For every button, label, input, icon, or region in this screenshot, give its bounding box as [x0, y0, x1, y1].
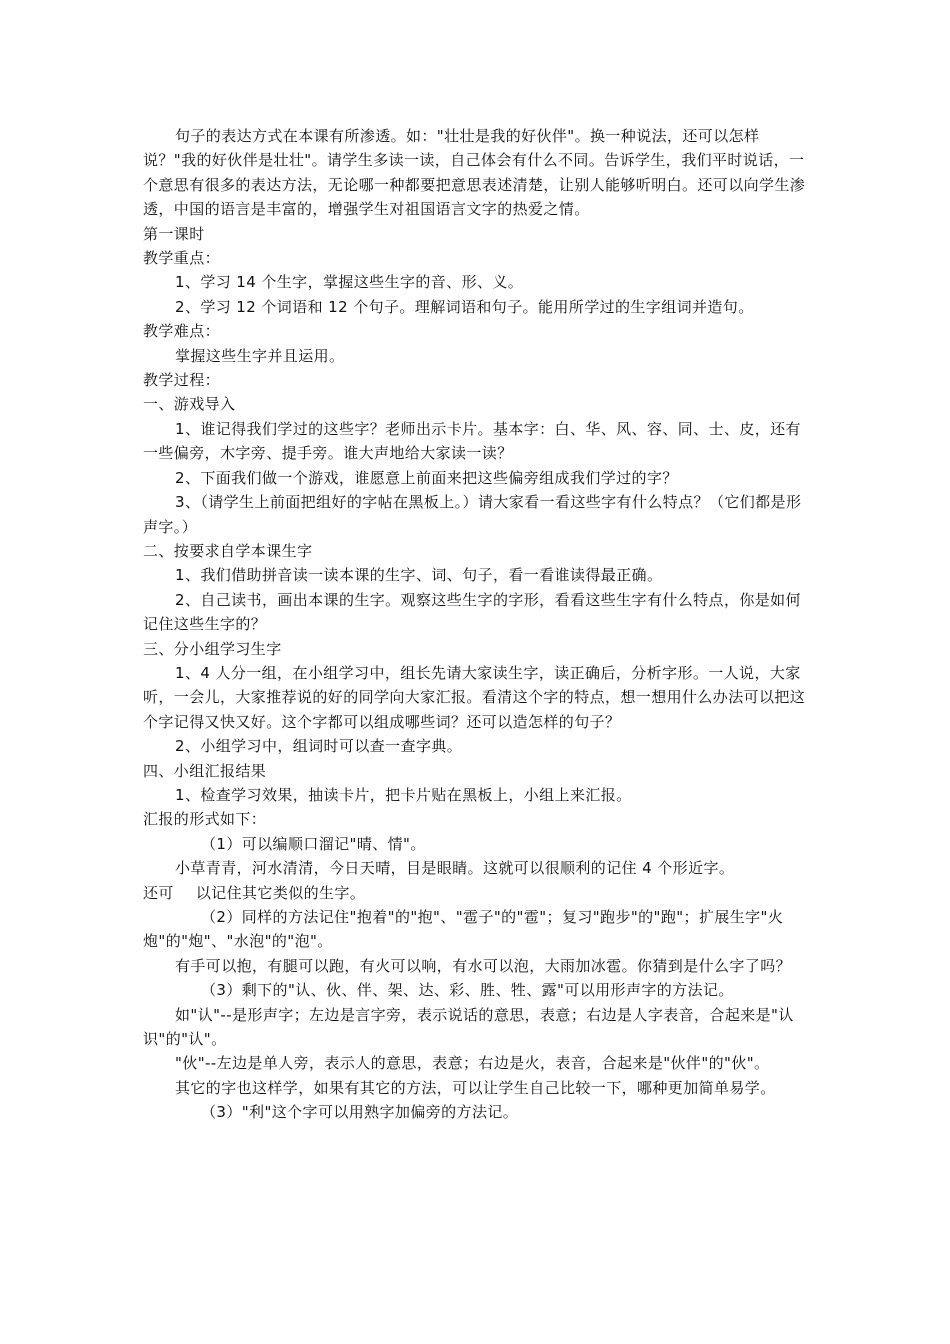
method-body: 有手可以抱，有腿可以跑，有火可以响，有水可以泡，大雨加冰雹。你猜到是什么字了吗？: [175, 956, 792, 975]
document-body: [143, 124, 809, 1125]
section-title: 二、按要求自学本课生字: [143, 541, 313, 560]
section-item: 2、小组学习中，组词时可以查一查字典。: [175, 737, 463, 756]
process-label: 教学过程：: [143, 371, 221, 390]
intro-paragraph: 句子的表达方式在本课有所渗透。如："壮壮是我的好伙伴"。换一种说法，还可以怎样说？"我的好伙伴是壮壮"。请学生多读一读，自己体会有什么不同。告诉学生，我们平时说话，一个意思有很多的表达方法，无论哪一种都要把意思表述清楚，让别人能够听明白。还可以向学生渗透，中国的语言是丰富的，增强学生对祖国语言文字的热爱之情。: [143, 127, 806, 219]
difficulty-item: 掌握这些生字并且运用。: [175, 346, 345, 365]
section-item: 1、我们借助拼音读一读本课的生字、词、句子，看一看谁读得最正确。: [175, 566, 663, 585]
method-body: 如"认"--是形声字；左边是言字旁，表示说话的意思，表意；右边是人字表音，合起来是"认识"的"认"。: [143, 1005, 794, 1049]
section-title: 三、分小组学习生字: [143, 639, 282, 658]
method-title: （2）同样的方法记住"抱着"的"抱"、"雹子"的"雹"；复习"跑步"的"跑"；扩展生字"火炮"的"炮"、"水泡"的"泡"。: [143, 908, 784, 951]
key-point-item: 1、学习 14 个生字，掌握这些生字的音、形、义。: [175, 273, 524, 292]
section-item: 2、自己读书，画出本课的生字。观察这些生字的字形，看看这些生字有什么特点，你是如何记住这些生字的？: [143, 590, 801, 634]
method-body: "伙"--左边是单人旁，表示人的意思，表意；右边是火，表音，合起来是"伙伴"的"伙"。: [175, 1054, 770, 1073]
report-form-label: 汇报的形式如下：: [143, 810, 267, 829]
method-body-part: 还可: [143, 883, 174, 902]
section-item: 1、检查学习效果，抽读卡片，把卡片贴在黑板上，小组上来汇报。: [175, 785, 632, 804]
method-title: （3）剩下的"认、伙、伴、架、达、彩、胜、牲、露"可以用形声字的方法记。: [201, 981, 734, 1000]
section-item: 2、下面我们做一个游戏，谁愿意上前面来把这些偏旁组成我们学过的字？: [175, 468, 678, 487]
method-title: （1）可以编顺口溜记"晴、情"。: [201, 834, 426, 853]
method-body: [143, 881, 809, 905]
section-item: 3、（请学生上前面把组好的字帖在黑板上。）请大家看一看这些字有什么特点？（它们都是形声字。）: [143, 493, 802, 536]
section-title: 四、小组汇报结果: [143, 761, 267, 780]
method-body-part: 以记住其它类似的生字。: [195, 883, 366, 902]
lesson-title: 第一课时: [143, 224, 205, 243]
section-item: 1、4 人分一组，在小组学习中，组长先请大家读生字，读正确后，分析字形。一人说，大家听，一会儿，大家推荐说的好的同学向大家汇报。看清这个字的特点，想一想用什么办法可以把这个字记得又快又好。这个字都可以组成哪些词？还可以造怎样的句子？: [143, 663, 806, 731]
key-point-item: 2、学习 12 个词语和 12 个句子。理解词语和句子。能用所学过的生字组词并造句。: [175, 297, 754, 316]
method-title: （3）"利"这个字可以用熟字加偏旁的方法记。: [201, 1103, 519, 1122]
difficulty-label: 教学难点：: [143, 322, 221, 341]
key-points-label: 教学重点：: [143, 249, 221, 268]
section-item: 1、谁记得我们学过的这些字？老师出示卡片。基本字：白、华、风、容、同、士、皮，还有一些偏旁，木字旁、提手旁。谁大声地给大家读一读？: [143, 419, 801, 463]
method-body: 其它的字也这样学，如果有其它的方法，可以让学生自己比较一下，哪种更加简单易学。: [175, 1078, 776, 1097]
section-title: 一、游戏导入: [143, 395, 236, 414]
method-body: 小草青青，河水清清，今日天晴，目是眼睛。这就可以很顺利的记住 4 个形近字。: [175, 859, 735, 878]
